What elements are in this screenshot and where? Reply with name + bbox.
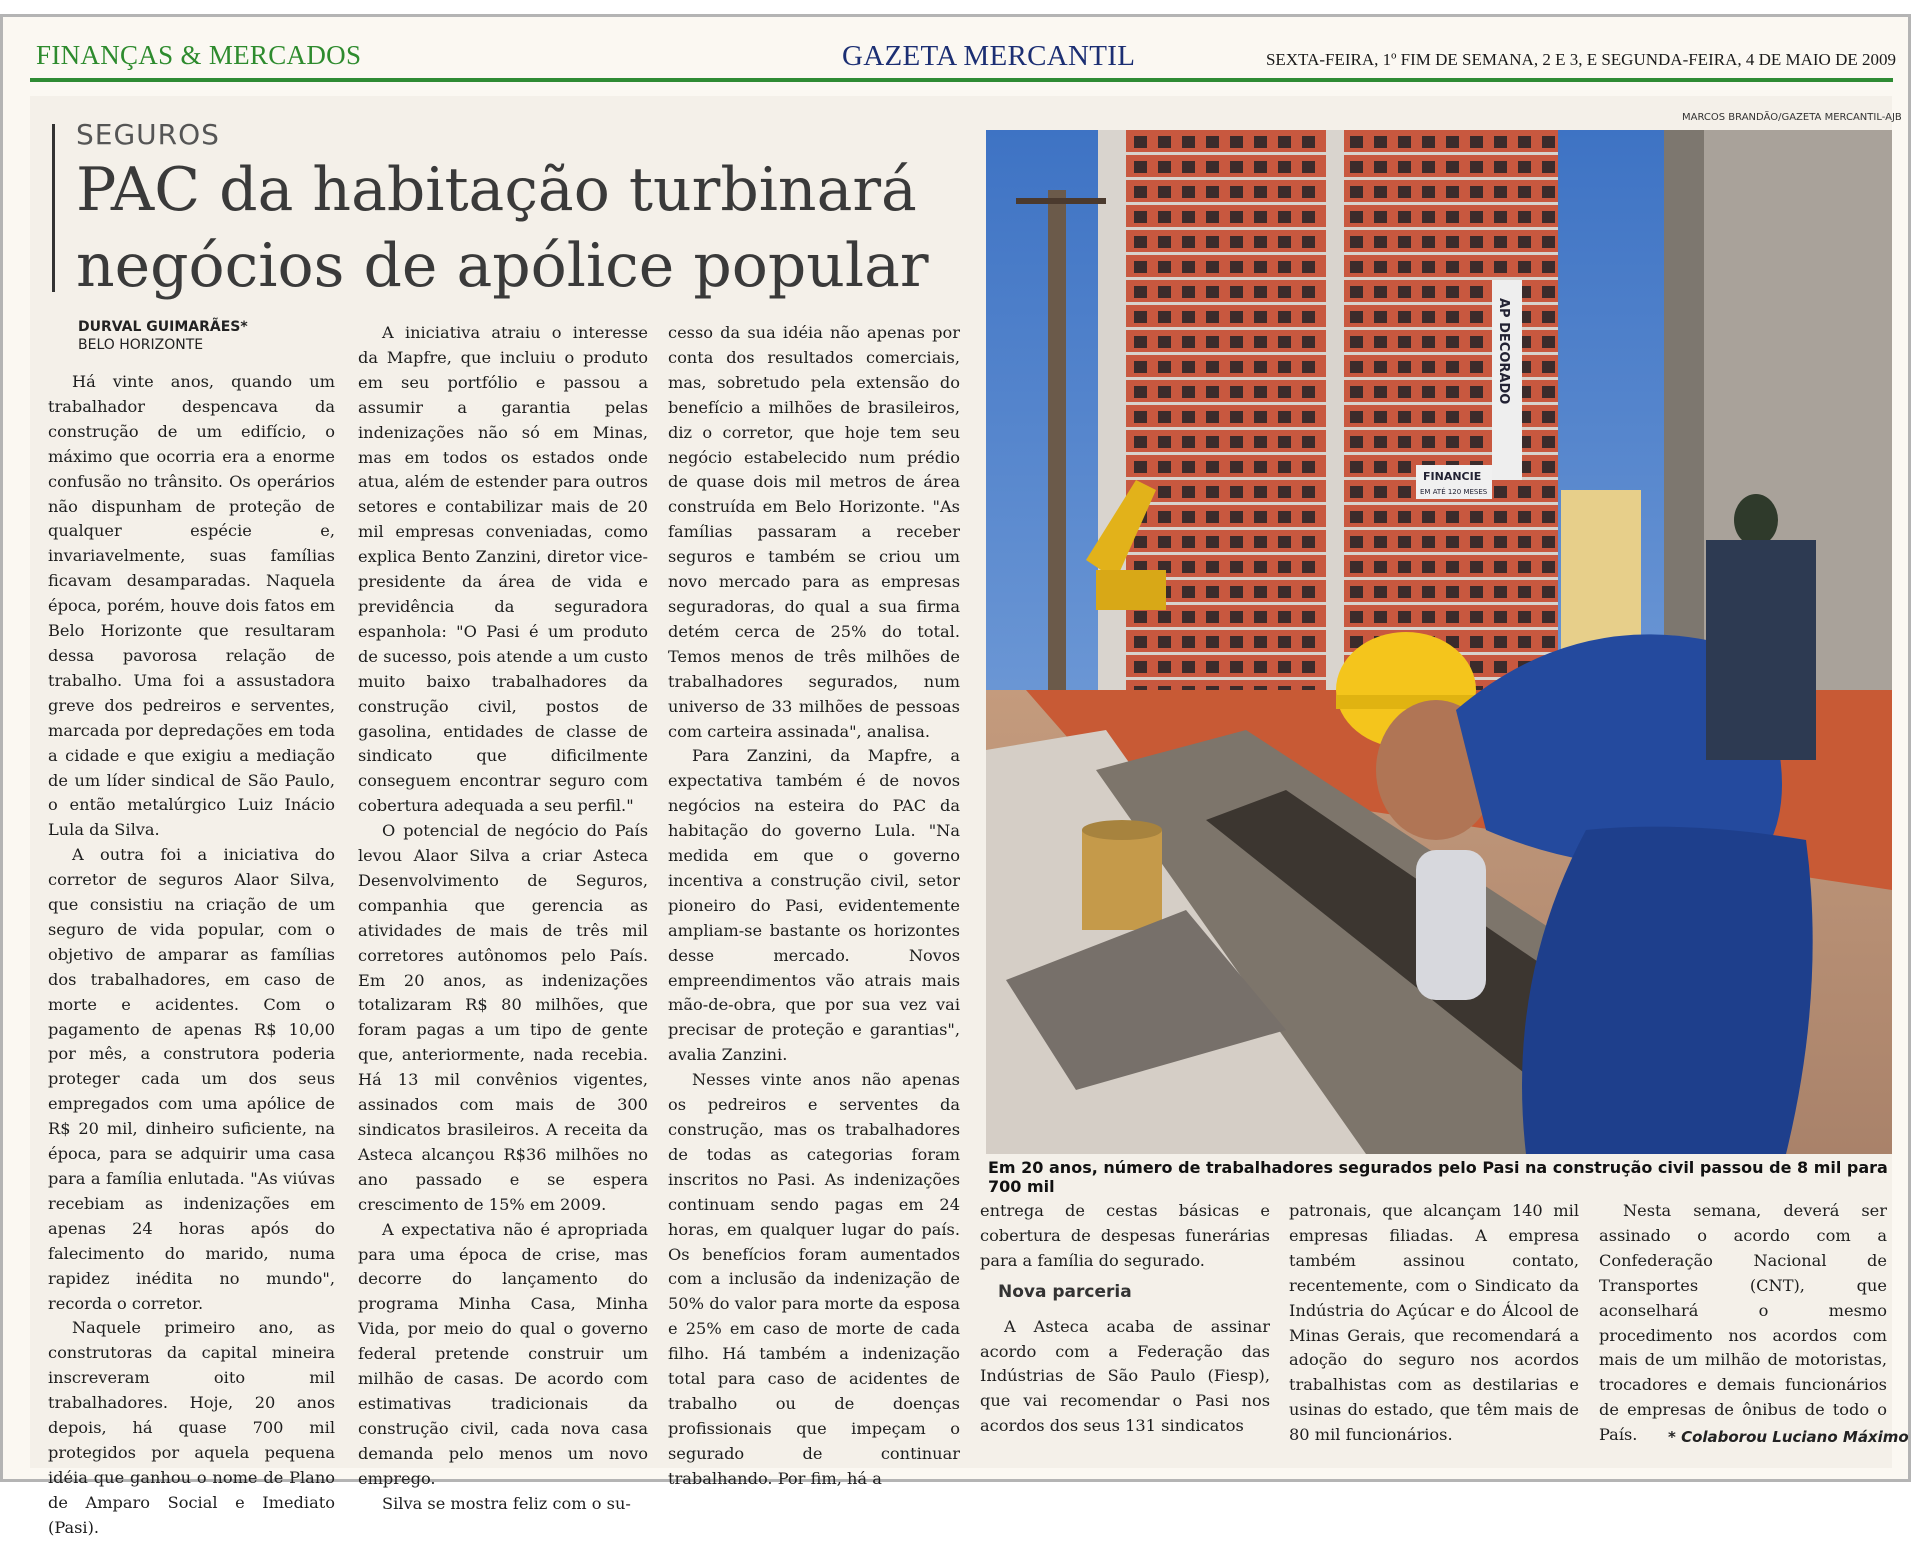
financing-sign-text: FINANCIE [1423, 470, 1482, 483]
byline [78, 318, 248, 354]
paragraph: A outra foi a iniciativa do corretor de seguros Alaor Silva, que consistiu na criação de um seguro de vida popular, com o objetivo de amparar as famílias dos trabalhadores, em caso de morte e acidentes. Com o pagamento de apenas R$ 10,00 por mês, a construtora poderia proteger cada um dos seus empregados com uma apólice de R$ 20 mil, dinheiro suficiente, na época, para se adquirir uma casa para a família enlutada. "As viúvas recebiam as indenizações em apenas 24 horas após do falecimento do marido, numa rapidez inédita no mundo", recorda o corretor. [48, 845, 335, 1313]
article-column-6 [1599, 1199, 1887, 1448]
article-column-1 [48, 370, 335, 1541]
paragraph: Silva se mostra feliz com o su- [382, 1493, 631, 1513]
paragraph: O potencial de negócio do País levou Alaor Silva a criar Asteca Desenvolvimento de Seguros, companhia que gerencia as atividades de mais de três mil corretores autônomos pelo País. Em 20 anos, as indenizações totalizaram R$ 80 milhões, que foram pagas a um tipo de gente que, anteriormente, nada recebia. Há 13 mil convênios vigentes, assinados com mais de 300 sindicatos brasileiros. A receita da Asteca alcançou R$36 milhões no ano passado e se espera crescimento de 15% em 2009. [358, 821, 648, 1214]
article-column-5 [1289, 1199, 1579, 1448]
paragraph: A expectativa não é apropriada para uma época de crise, mas decorre do lançamento do programa Minha Casa, Minha Vida, por meio do qual o governo federal pretende construir um milhão de casas. De acordo com estimativas tradicionais da construção civil, cada nova casa demanda pelo menos um novo emprego. [358, 1219, 648, 1488]
paragraph: Nesta semana, deverá ser assinado o acordo com a Confederação Nacional de Transportes (CNT), que aconselhará o mesmo procedimento nos acordos com mais de um milhão de motoristas, trocadores e demais funcionários de empresas de ônibus de todo o País. [1599, 1201, 1887, 1445]
article-column-3 [668, 321, 960, 1492]
article-headline: PAC da habitação turbinará negócios de apólice popular [76, 155, 929, 301]
paragraph: entrega de cestas básicas e cobertura de despesas funerárias para a família do segurado. [980, 1201, 1270, 1270]
subhead: Nova parceria [998, 1281, 1132, 1302]
kicker-bar [52, 124, 55, 292]
financing-sign-subtext: EM ATÉ 120 MESES [1420, 488, 1488, 496]
edition-date: SEXTA-FEIRA, 1º FIM DE SEMANA, 2 E 3, E SEGUNDA-FEIRA, 4 DE MAIO DE 2009 [1265, 50, 1896, 69]
apartment-sign-text: AP DECORADO [1496, 298, 1511, 405]
paragraph: cesso da sua idéia não apenas por conta dos resultados comerciais, mas, sobretudo pela extensão do benefício a milhões de brasileiros, diz o corretor, que hoje tem seu negócio estabelecido num prédio de quase dois mil metros de área construída em Belo Horizonte. "As famílias passaram a receber seguros e também se criou um novo mercado para as empresas seguradoras, do qual a sua firma detém cerca de 25% do total. Temos menos de três milhões de trabalhadores segurados, num universo de 33 milhões de pessoas com carteira assinada", analisa. [668, 323, 960, 741]
paragraph: Nesses vinte anos não apenas os pedreiros e serventes da construção, mas os trabalhadores de todas as categorias foram inscritos no Pasi. As indenizações continuam sendo pagas em 24 horas, em qualquer lugar do país. Os benefícios foram aumentados com a inclusão da indenização de 50% do valor para morte da esposa e 25% em caso de morte de cada filho. Há também a indenização total para caso de acidentes de trabalho ou de doenças profissionais que impeçam o segurado de continuar trabalhando. Por fim, há a [668, 1070, 960, 1488]
paragraph: Para Zanzini, da Mapfre, a expectativa também é de novos negócios na esteira do PAC da habitação do governo Lula. "Na medida em que o governo incentiva a construção civil, setor pioneiro do Pasi, evidentemente ampliam-se bastante os horizontes desse mercado. Novos empreendimentos vão atrais mais mão-de-obra, que por sua vez vai precisar de proteção e garantias", avalia Zanzini. [668, 746, 960, 1065]
photo-credit: MARCOS BRANDÃO/GAZETA MERCANTIL-AJB [1682, 112, 1902, 123]
paragraph: patronais, que alcançam 140 mil empresas filiadas. A empresa também assinou contato, recentemente, com o Sindicato da Indústria do Açúcar e do Álcool de Minas Gerais, que recomendará a adoção do seguro nos acordos trabalhistas com as destilarias e usinas do estado, que têm mais de 80 mil funcionários. [1289, 1201, 1579, 1445]
section-name: FINANÇAS & MERCADOS [36, 40, 362, 70]
author-location: BELO HORIZONTE [78, 337, 204, 353]
paragraph: Naquele primeiro ano, as construtoras da capital mineira inscreveram oito mil trabalhadores. Hoje, 20 anos depois, há quase 700 mil protegidos por aquela pequena idéia que ganhou o nome de Plano de Amparo Social e Imediato (Pasi). [48, 1318, 335, 1537]
article-column-4 [980, 1199, 1270, 1439]
construction-site-photo [986, 130, 1892, 1154]
paragraph: Há vinte anos, quando um trabalhador despencava da construção de um edifício, o máximo que ocorria era a enorme confusão no trânsito. Os operários não dispunham de proteção de qualquer espécie e, invariavelmente, suas famílias ficavam desamparadas. Naquela época, porém, houve dois fatos em Belo Horizonte que resultaram dessa pavorosa relação de trabalho. Uma foi a assustadora greve dos pedreiros e serventes, marcada por depredações em toda a cidade e que exigiu a mediação de um líder sindical de São Paulo, o então metalúrgico Luiz Inácio Lula da Silva. [48, 372, 335, 840]
newspaper-name: GAZETA MERCANTIL [842, 40, 1136, 72]
construction-photo-illustration [986, 130, 1892, 1154]
author-name: DURVAL GUIMARÃES* [78, 319, 248, 335]
paragraph: A Asteca acaba de assinar acordo com a Federação das Indústrias de São Paulo (Fiesp), que vai recomendar o Pasi nos acordos dos seus 131 sindicatos [980, 1316, 1270, 1436]
paragraph: A iniciativa atraiu o interesse da Mapfre, que incluiu o produto em seu portfólio e passou a assumir a garantia pelas indenizações não só em Minas, mas em todos os estados onde atua, além de estender para outros setores e contabilizar mais de 20 mil empresas conveniadas, como explica Bento Zanzini, diretor vice-presidente da área de vida e previdência da seguradora espanhola: "O Pasi é um produto de sucesso, pois atende a um custo muito baixo trabalhadores da construção civil, postos de gasolina, entidades de classe de sindicato que dificilmente conseguem encontrar seguro com cobertura adequada a seu perfil." [358, 323, 648, 816]
collaboration-note: * Colaborou Luciano Máximo [1668, 1428, 1909, 1446]
header-rule [30, 78, 1893, 82]
photo-caption: Em 20 anos, número de trabalhadores segurados pelo Pasi na construção civil passou de 8 mil para 700 mil [988, 1158, 1888, 1196]
article-column-2 [358, 321, 648, 1517]
article-kicker: SEGUROS [76, 118, 220, 151]
